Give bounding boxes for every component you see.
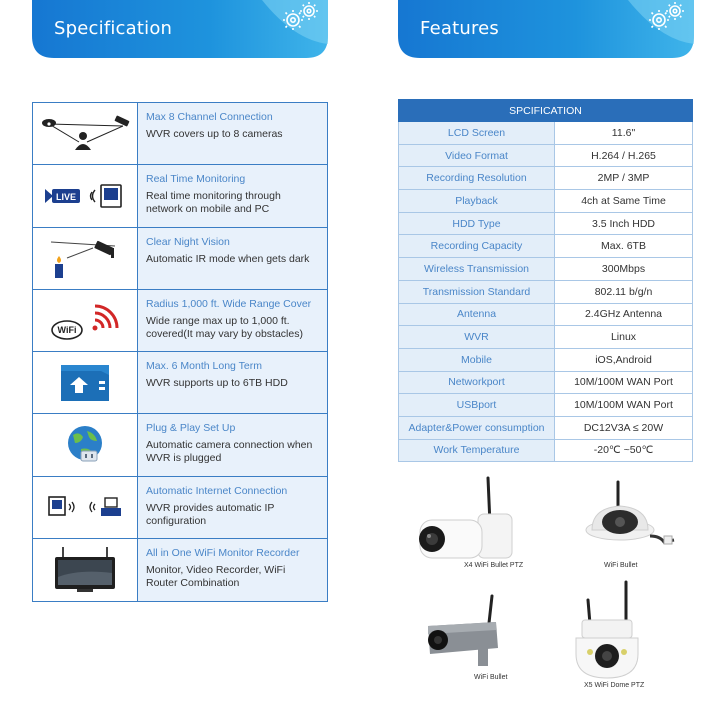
row-value: DC12V3A ≤ 20W: [555, 416, 693, 439]
row-key: Adapter&Power consumption: [399, 416, 555, 439]
row-value: 2.4GHz Antenna: [555, 303, 693, 326]
row-key: Recording Resolution: [399, 167, 555, 190]
features-banner: [398, 0, 694, 60]
table-header: SPCIFICATION: [399, 100, 693, 122]
table-row: [399, 439, 693, 462]
spec-title: Radius 1,000 ft. Wide Range Cover: [146, 297, 312, 310]
spec-item: [33, 290, 327, 352]
spec-item: [33, 539, 327, 601]
wifi-range-icon: [33, 290, 138, 351]
table-row: [399, 122, 693, 145]
spec-description: Monitor, Video Recorder, WiFi Router Combination: [146, 563, 286, 589]
row-key: Transmission Standard: [399, 280, 555, 303]
row-value: 10M/100M WAN Port: [555, 371, 693, 394]
row-key: Networkport: [399, 371, 555, 394]
dome-camera-image: [580, 478, 680, 562]
spec-item: [33, 165, 327, 227]
monitor-recorder-icon: [33, 539, 138, 601]
table-row: [399, 167, 693, 190]
specification-title: Specification: [54, 18, 173, 39]
spec-description: WVR provides automatic IP configuration: [146, 501, 275, 527]
spec-description: Automatic IR mode when gets dark: [146, 252, 310, 265]
table-row: [399, 416, 693, 439]
row-key: Antenna: [399, 303, 555, 326]
product-wifi-bullet: [418, 592, 522, 681]
spec-description: Real time monitoring through network on mobile and PC: [146, 190, 281, 216]
auto-connect-icon: [33, 477, 138, 538]
spec-description: Wide range max up to 1,000 ft. covered(It may vary by obstacles): [146, 314, 303, 340]
row-key: Playback: [399, 190, 555, 213]
row-value: H.264 / H.265: [555, 144, 693, 167]
storage-card-icon: [33, 352, 138, 413]
row-key: LCD Screen: [399, 122, 555, 145]
row-value: 300Mbps: [555, 258, 693, 281]
gears-icon: [280, 0, 322, 32]
row-value: Linux: [555, 326, 693, 349]
product-label: WiFi Bullet: [474, 674, 508, 681]
spec-item: [33, 228, 327, 290]
specification-table: [398, 99, 693, 462]
gears-icon: [646, 0, 688, 32]
row-key: Recording Capacity: [399, 235, 555, 258]
row-value: 2MP / 3MP: [555, 167, 693, 190]
table-row: [399, 326, 693, 349]
table-row: [399, 371, 693, 394]
spec-item: [33, 414, 327, 476]
table-row: [399, 348, 693, 371]
live-monitoring-icon: [33, 165, 138, 226]
row-key: Mobile: [399, 348, 555, 371]
row-value: 10M/100M WAN Port: [555, 394, 693, 417]
table-row: [399, 258, 693, 281]
spec-item: [33, 352, 327, 414]
row-value: 11.6": [555, 122, 693, 145]
spec-title: Max. 6 Month Long Term: [146, 360, 262, 372]
table-row: [399, 235, 693, 258]
spec-description: WVR covers up to 8 cameras: [146, 128, 283, 140]
table-row: [399, 190, 693, 213]
table-row: [399, 144, 693, 167]
row-key: Video Format: [399, 144, 555, 167]
spec-title: Plug & Play Set Up: [146, 422, 236, 435]
bullet-camera-image: [418, 592, 522, 672]
features-title: Features: [420, 18, 499, 39]
row-value: 4ch at Same Time: [555, 190, 693, 213]
spec-title: Max 8 Channel Connection: [146, 111, 273, 123]
live-badge-text: LIVE: [55, 191, 77, 202]
row-value: -20℃ ~50℃: [555, 439, 693, 462]
night-vision-icon: [33, 228, 138, 289]
spec-description: WVR supports up to 6TB HDD: [146, 377, 288, 389]
row-key: WVR: [399, 326, 555, 349]
product-label: X5 WiFi Dome PTZ: [584, 682, 645, 689]
spec-item: [33, 103, 327, 165]
spec-title: Clear Night Vision: [146, 235, 230, 248]
camera-coverage-icon: [33, 103, 138, 164]
row-key: Wireless Transmission: [399, 258, 555, 281]
specification-banner: [32, 0, 328, 60]
row-value: iOS,Android: [555, 348, 693, 371]
specification-list: [32, 102, 328, 602]
row-value: 802.11 b/g/n: [555, 280, 693, 303]
table-row: [399, 303, 693, 326]
table-row: [399, 280, 693, 303]
table-row: [399, 212, 693, 235]
row-value: 3.5 Inch HDD: [555, 212, 693, 235]
product-wifi-bullet-dome: [580, 478, 680, 569]
spec-title: All in One WiFi Monitor Recorder: [146, 546, 300, 559]
spec-item: [33, 477, 327, 539]
bullet-ptz-camera-image: [412, 474, 532, 564]
product-label: WiFi Bullet: [604, 562, 638, 569]
row-key: HDD Type: [399, 212, 555, 235]
row-value: Max. 6TB: [555, 235, 693, 258]
spec-title: Real Time Monitoring: [146, 173, 246, 186]
wifi-badge-text: WiFi: [57, 325, 77, 336]
product-label: X4 WiFi Bullet PTZ: [464, 562, 524, 569]
spec-description: Automatic camera connection when WVR is plugged: [146, 439, 313, 465]
table-row: [399, 394, 693, 417]
globe-plug-icon: [33, 414, 138, 475]
spec-title: Automatic Internet Connection: [146, 484, 288, 497]
product-dome-ptz: [560, 580, 670, 689]
product-bullet-ptz: [412, 474, 532, 569]
dome-ptz-camera-image: [560, 580, 670, 680]
row-key: Work Temperature: [399, 439, 555, 462]
row-key: USBport: [399, 394, 555, 417]
